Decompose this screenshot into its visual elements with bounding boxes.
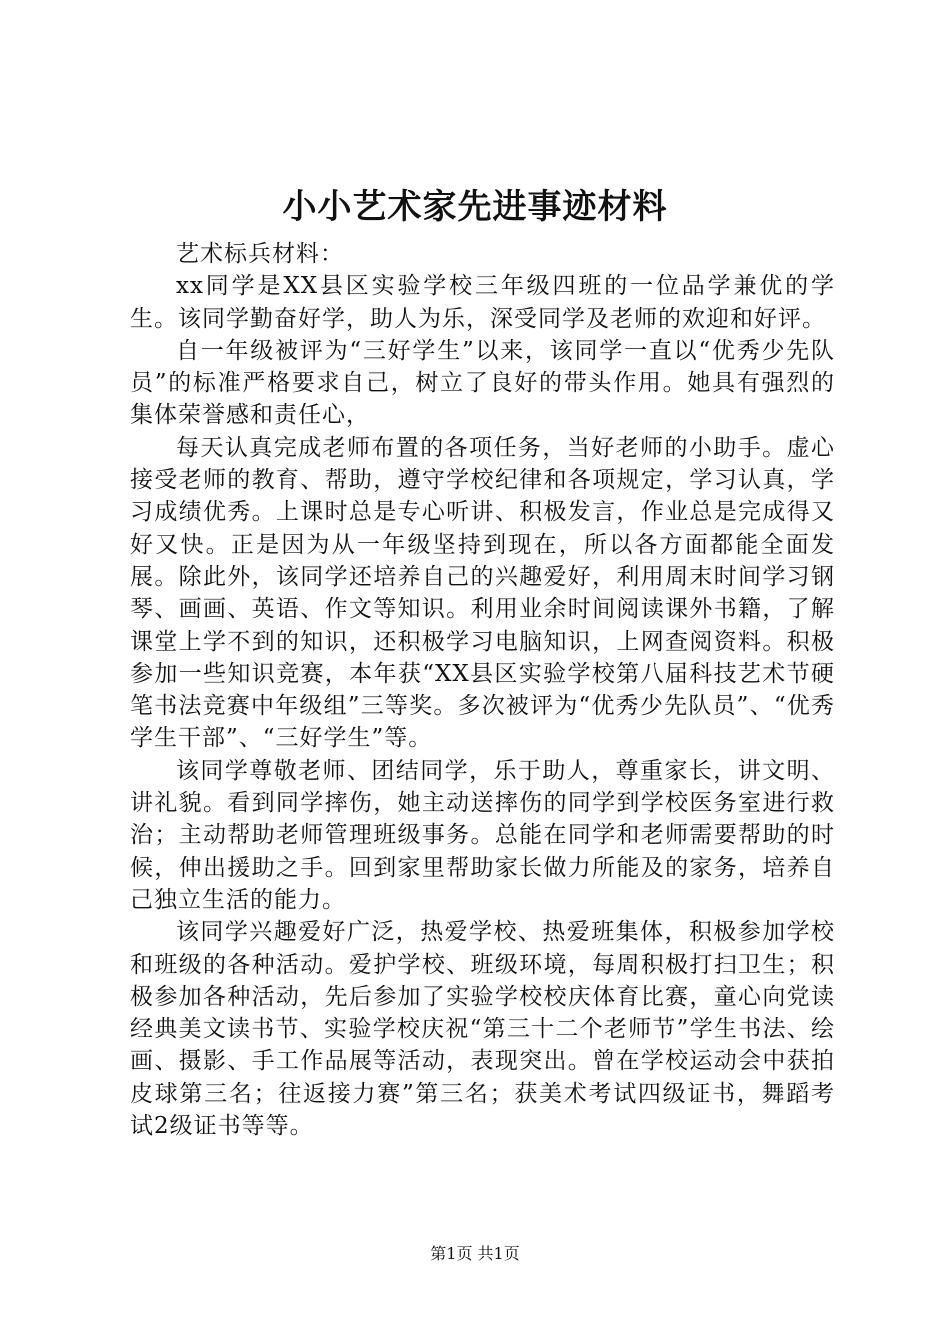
paragraph: 该同学兴趣爱好广泛，热爱学校、热爱班集体，积极参加学校和班级的各种活动。爱护学校、班级环境，每周积极打扫卫生；积极参加各种活动，先后参加了实验学校校庆体育比赛，童心向党读经典美文读书节、实验学校庆祝“第三十二个老师节”学生书法、绘画、摄影、手工作品展等活动，表现突出。曾在学校运动会中获拍皮球第三名；往返接力赛”第三名；获美术考试四级证书，舞蹈考试2级证书等等。 (130, 919, 835, 1140)
paragraph: 该同学尊敬老师、团结同学，乐于助人，尊重家长，讲文明、讲礼貌。看到同学摔伤，她主动送摔伤的同学到学校医务室进行救治；主动帮助老师管理班级事务。总能在同学和老师需要帮助的时候，伸出援助之手。回到家里帮助家长做力所能及的家务，培养自己独立生活的能力。 (130, 757, 835, 913)
paragraph: xx同学是XX县区实验学校三年级四班的一位品学兼优的学生。该同学勤奋好学，助人为乐，深受同学及老师的欢迎和好评。 (130, 273, 835, 332)
page-number-footer: 第1页 共1页 (430, 1244, 520, 1263)
paragraph-heading: 艺术标兵材料： (176, 241, 344, 267)
document-title: 小小艺术家先进事迹材料 (282, 187, 668, 227)
paragraph: 自一年级被评为“三好学生”以来，该同学一直以“优秀少先队员”的标准严格要求自己，树立了良好的带头作用。她具有强烈的集体荣誉感和责任心， (130, 337, 835, 429)
paragraph: 每天认真完成老师布置的各项任务，当好老师的小助手。虚心接受老师的教育、帮助，遵守学校纪律和各项规定，学习认真，学习成绩优秀。上课时总是专心听讲、积极发言，作业总是完成得又好又快。正是因为从一年级坚持到现在，所以各方面都能全面发展。除此外，该同学还培养自己的兴趣爱好，利用周末时间学习钢琴、画画、英语、作文等知识。利用业余时间阅读课外书籍，了解课堂上学不到的知识，还积极学习电脑知识，上网查阅资料。积极参加一些知识竞赛，本年获“XX县区实验学校第八届科技艺术节硬笔书法竞赛中年级组”三等奖。多次被评为“优秀少先队员”、“优秀学生干部”、“三好学生”等。 (130, 434, 835, 752)
document-body (130, 238, 835, 1142)
